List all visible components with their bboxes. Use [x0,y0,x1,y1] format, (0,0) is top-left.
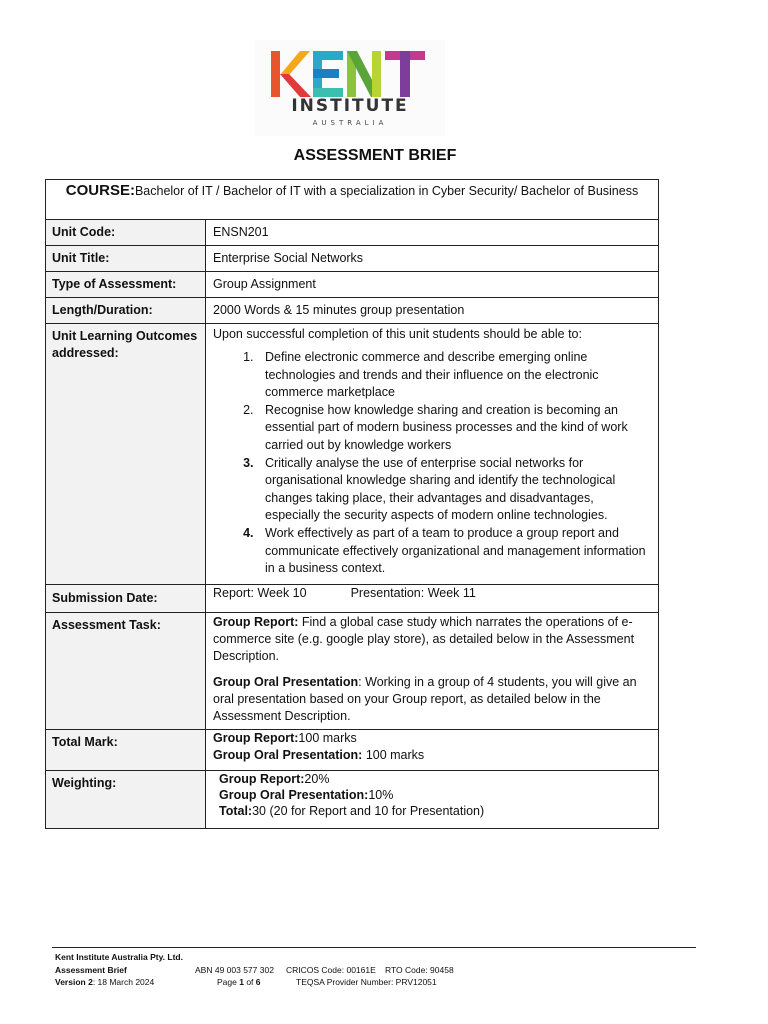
kent-wordmark [269,48,429,102]
unit-code-label: Unit Code: [46,220,206,246]
weighting-total: Total:30 (20 for Report and 10 for Presentation) [219,803,485,818]
outcome-item-3: 3. Critically analyse the use of enterprise social networks for organisational knowledge sharing and identify the technological changes taking place, their advantages and disadvantages, especially the security aspects of modern online technologies. [257,455,651,525]
length-value: 2000 Words & 15 minutes group presentation [206,298,659,324]
logo-letter-k [271,51,311,97]
assessment-task-row [46,612,659,729]
task-report-description: Group Report: Find a global case study which narrates the operations of e-commerce site (e.g. google play store), as detailed below in the Assessment Description. [213,614,635,663]
task-report-label: Group Report: [213,614,299,629]
logo-letter-e [313,51,343,97]
submission-row [46,584,659,612]
learning-outcomes-label: Unit Learning Outcomes addressed: [46,324,206,585]
course-value: Bachelor of IT / Bachelor of IT with a specialization in Cyber Security/ Bachelor of Business [134,184,639,198]
weighting-report: Group Report:20% [219,771,330,786]
task-oral-description: Group Oral Presentation: Working in a group of 4 students, you will give an oral presentation based on your Group report, as detailed below in the Assessment Description. [213,674,637,723]
footer-abn: ABN 49 003 577 302 [195,965,274,975]
kent-logo [255,40,445,136]
footer-page-number: Page 1 of 6 [217,977,261,987]
logo-country-text: AUSTRALIA [312,119,388,127]
logo-letter-t [385,51,425,97]
total-report-mark: Group Report:100 marks [213,730,357,745]
learning-outcomes-intro: Upon successful completion of this unit students should be able to: [213,327,582,341]
outcome-item-1: 1. Define electronic commerce and describe emerging online technologies and trends and their influence on the electronic commerce marketplace [257,349,651,402]
footer-divider [52,947,696,948]
footer-version: Version 2: 18 March 2024 [55,977,155,987]
outcome-item-4: 4. Work effectively as part of a team to produce a group report and communicate effectively organizational and management information in a business context. [257,525,651,578]
submission-presentation-week: Presentation: Week 11 [350,585,476,600]
unit-code-row [46,220,659,246]
learning-outcomes-row [46,324,659,585]
total-mark-label: Total Mark: [46,729,206,770]
course-label: COURSE: [65,182,135,199]
page-title: ASSESSMENT BRIEF [293,147,457,164]
course-row [46,180,659,220]
assessment-type-value: Group Assignment [206,272,659,298]
learning-outcomes-list [213,349,651,578]
assessment-type-label: Type of Assessment: [46,272,206,298]
weighting-row [46,770,659,828]
logo-letter-n [347,51,381,97]
footer-rto: RTO Code: 90458 [385,965,454,975]
length-row [46,298,659,324]
footer-document: Assessment Brief [55,965,127,975]
submission-report-week: Report: Week 10 [213,585,307,600]
footer-company: Kent Institute Australia Pty. Ltd. [55,952,183,962]
unit-code-value: ENSN201 [206,220,659,246]
unit-title-value: Enterprise Social Networks [206,246,659,272]
total-mark-row [46,729,659,770]
footer-cricos: CRICOS Code: 00161E [286,965,376,975]
assessment-table [45,179,659,829]
unit-title-label: Unit Title: [46,246,206,272]
outcome-item-2: 2. Recognise how knowledge sharing and creation is becoming an essential part of modern business processes and the kind of work carried out by knowledge workers [257,402,651,455]
logo-institute-text: INSTITUTE [291,96,409,116]
submission-label: Submission Date: [46,584,206,612]
task-oral-label: Group Oral Presentation [213,674,359,689]
assessment-task-label: Assessment Task: [46,612,206,729]
length-label: Length/Duration: [46,298,206,324]
assessment-type-row [46,272,659,298]
unit-title-row [46,246,659,272]
total-oral-mark: Group Oral Presentation: 100 marks [213,747,425,762]
footer-teqsa: TEQSA Provider Number: PRV12051 [296,977,437,987]
weighting-label: Weighting: [46,770,206,828]
weighting-oral: Group Oral Presentation:10% [219,787,394,802]
